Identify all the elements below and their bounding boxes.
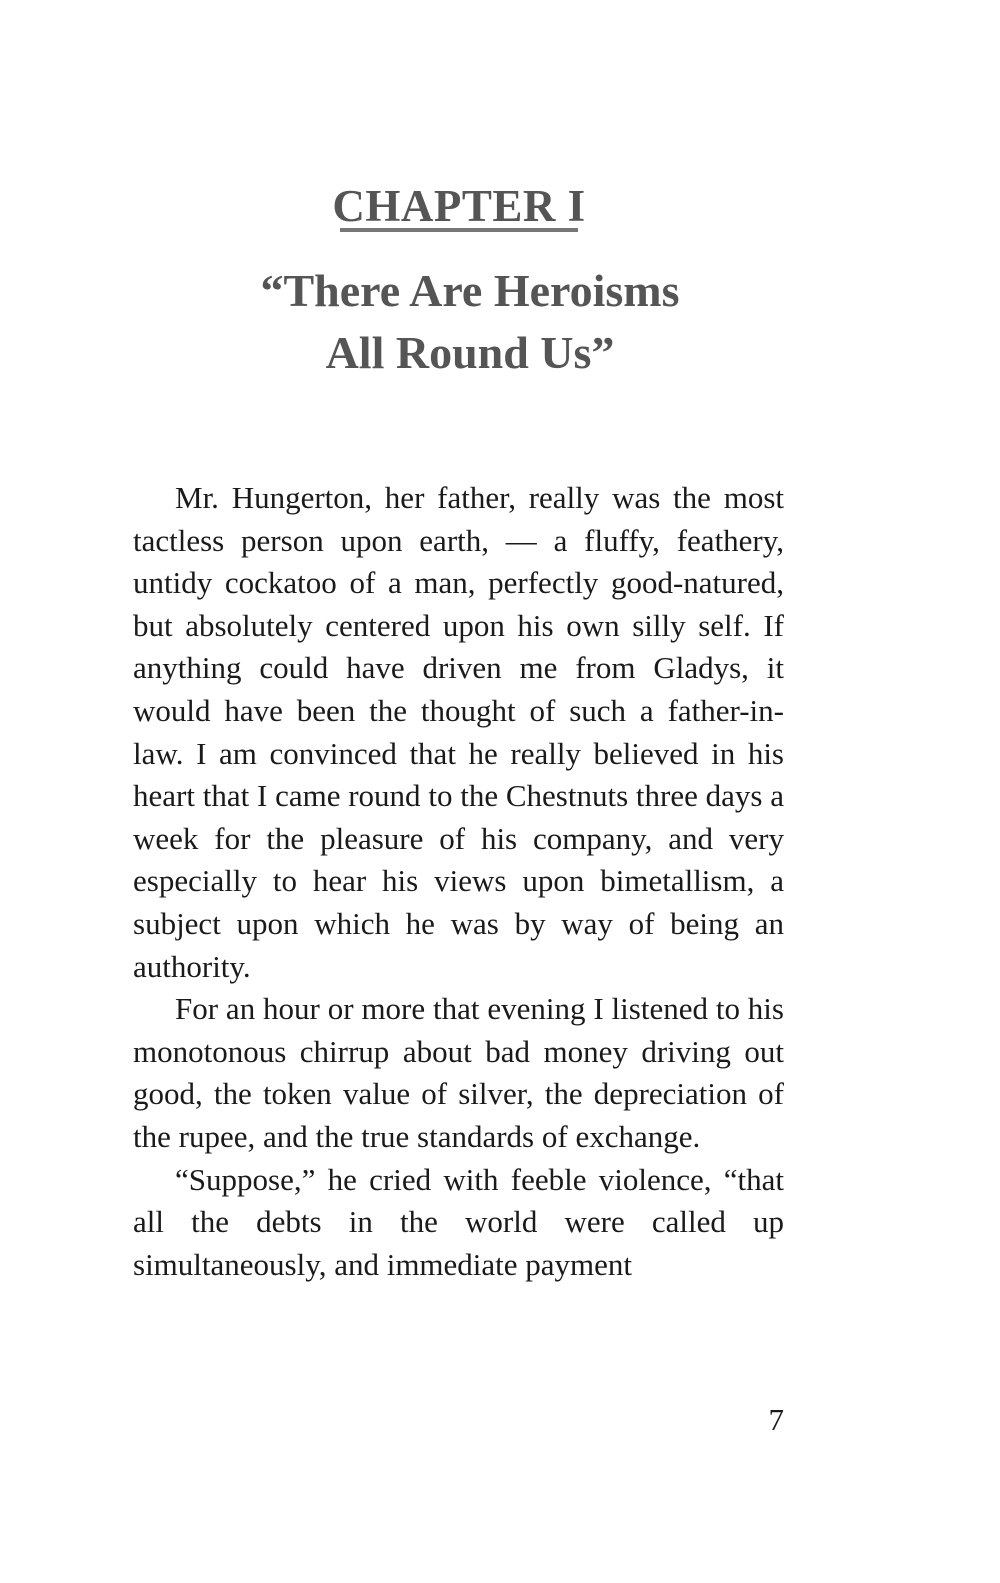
paragraph: “Suppose,” he cried with feeble violence, “that all the debts in the world were called up simultaneously, and immediate payment	[133, 1161, 784, 1282]
chapter-underline-divider	[340, 228, 578, 232]
paragraph: Mr. Hungerton, her father, really was the most tactless person upon earth, — a fluffy, feathery, untidy cockatoo of a man, perfectly good-natured, but absolutely centered upon his own silly self. If anything could have driven me from Gladys, it would have been the thought of such a father-in-law. I am convinced that he really believed in his heart that I came round to the Chestnuts three days a week for the pleasure of his company, and very especially to hear his views upon bimetallism, a subject upon which he was by way of being an authority.	[133, 480, 784, 984]
page-number: 7	[768, 1402, 784, 1437]
chapter-label: CHAPTER I	[332, 181, 586, 231]
chapter-title	[200, 260, 740, 384]
body-text	[133, 477, 784, 1286]
chapter-title-line-1: “There Are Heroisms	[260, 265, 680, 316]
chapter-title-line-2: All Round Us”	[325, 327, 615, 378]
paragraph: For an hour or more that evening I listened to his monotonous chirrup about bad money driving out good, the token value of silver, the depreciation of the rupee, and the true standards of exchange.	[133, 991, 784, 1154]
